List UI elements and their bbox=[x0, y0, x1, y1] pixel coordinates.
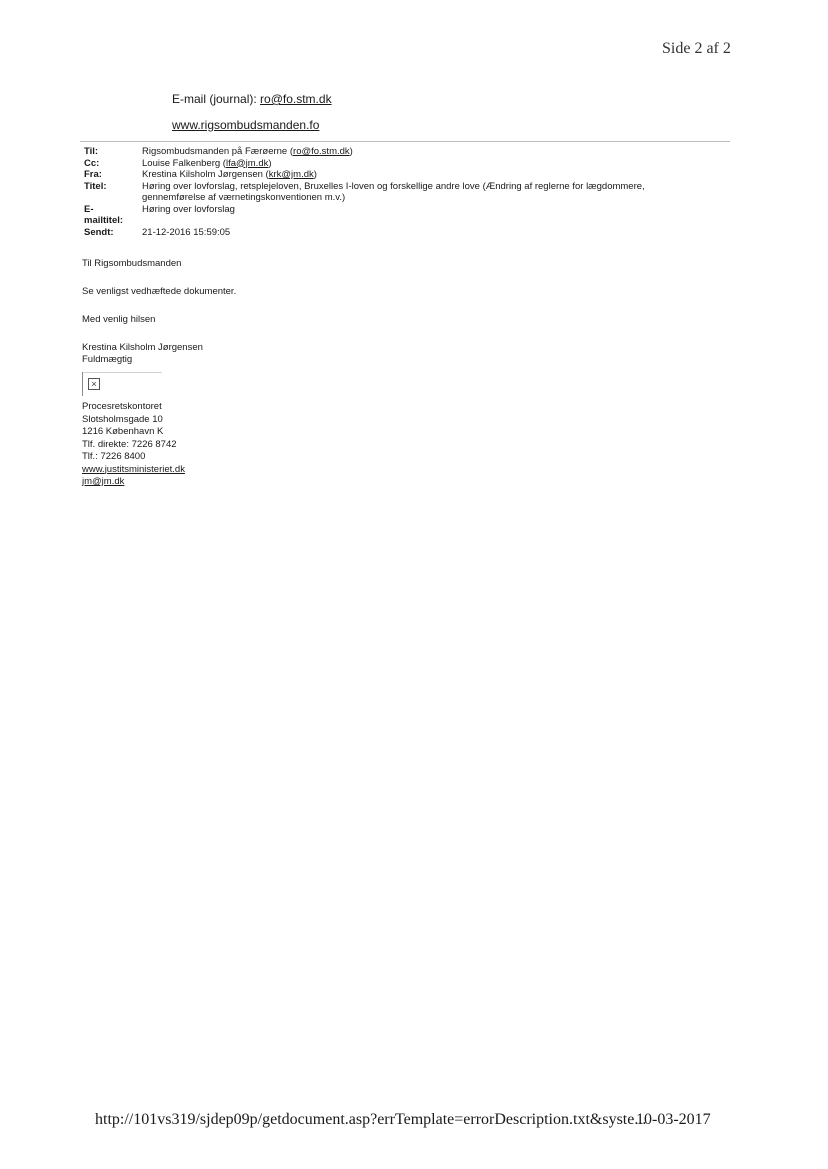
footer-date: 10-03-2017 bbox=[636, 1111, 711, 1128]
from-name: Krestina Kilsholm Jørgensen bbox=[142, 169, 263, 180]
ministry-website-link[interactable]: www.justitsministeriet.dk bbox=[82, 463, 185, 475]
to-value: Rigsombudsmanden på Færøerne (ro@fo.stm.dk) bbox=[142, 146, 353, 157]
cc-name: Louise Falkenberg bbox=[142, 157, 221, 169]
cc-label: Cc: bbox=[84, 157, 100, 169]
sent-label: Sendt: bbox=[84, 226, 114, 238]
journal-email-link[interactable]: ro@fo.stm.dk bbox=[260, 92, 332, 106]
sent-value: 21-12-2016 15:59:05 bbox=[142, 226, 231, 238]
to-email-link[interactable]: ro@fo.stm.dk bbox=[293, 146, 350, 157]
footer-url: http://101vs319/sjdep09p/getdocument.asp?errTemplate=errorDescription.txt&syste... bbox=[95, 1111, 647, 1128]
header-divider bbox=[80, 141, 730, 142]
image-frame-left bbox=[82, 372, 83, 396]
image-frame-top bbox=[82, 372, 162, 373]
subject-value: Høring over lovforslag bbox=[142, 203, 235, 215]
journal-email-line bbox=[172, 92, 332, 106]
title-value bbox=[142, 181, 734, 204]
header-row-subject bbox=[84, 204, 734, 227]
header-row-to bbox=[84, 146, 734, 158]
email-body bbox=[82, 258, 682, 366]
sender-title: Fuldmægtig bbox=[82, 354, 133, 365]
from-email-link[interactable]: krk@jm.dk bbox=[268, 169, 314, 180]
subject-label-line-1: E- bbox=[84, 203, 94, 215]
broken-image-icon: × bbox=[88, 378, 100, 390]
signature-image-placeholder bbox=[82, 372, 162, 396]
subject-label bbox=[84, 204, 142, 227]
header-row-title bbox=[84, 181, 734, 204]
journal-email-label: E-mail (journal): bbox=[172, 92, 257, 106]
title-line-2: gennemførelse af værnetingskonventionen m.v.) bbox=[142, 192, 346, 203]
from-label: Fra: bbox=[84, 169, 102, 180]
page-number-label: Side 2 af 2 bbox=[662, 40, 731, 57]
sender-name: Krestina Kilsholm Jørgensen bbox=[82, 342, 203, 353]
title-line-1: Høring over lovforslag, retsplejeloven, Bruxelles I-loven og forskellige andre love (Ændring af reglerne for lægdommere, bbox=[142, 180, 645, 192]
header-row-cc bbox=[84, 158, 734, 170]
header-row-sent bbox=[84, 227, 734, 239]
city-address: 1216 København K bbox=[82, 426, 164, 437]
header-row-from bbox=[84, 169, 734, 181]
office-name: Procesretskontoret bbox=[82, 401, 162, 412]
message-text: Se venligst vedhæftede dokumenter. bbox=[82, 286, 237, 297]
direct-phone: Tlf. direkte: 7226 8742 bbox=[82, 438, 177, 450]
street-address: Slotsholmsgade 10 bbox=[82, 413, 163, 425]
subject-label-line-2: mailtitel: bbox=[84, 215, 124, 226]
to-label: Til: bbox=[84, 146, 99, 157]
cc-email-link[interactable]: lfa@jm.dk bbox=[225, 157, 269, 169]
email-header bbox=[84, 146, 734, 238]
closing: Med venlig hilsen bbox=[82, 314, 156, 325]
ministry-email-link[interactable]: jm@jm.dk bbox=[82, 476, 125, 487]
website-link[interactable]: www.rigsombudsmanden.fo bbox=[172, 118, 320, 132]
to-name: Rigsombudsmanden på Færøerne bbox=[142, 146, 288, 157]
cc-value: Louise Falkenberg (lfa@jm.dk) bbox=[142, 157, 272, 169]
from-value: Krestina Kilsholm Jørgensen (krk@jm.dk) bbox=[142, 169, 317, 180]
title-label: Titel: bbox=[84, 180, 107, 192]
salutation: Til Rigsombudsmanden bbox=[82, 258, 182, 269]
signature-address bbox=[82, 401, 185, 489]
main-phone: Tlf.: 7226 8400 bbox=[82, 451, 146, 462]
